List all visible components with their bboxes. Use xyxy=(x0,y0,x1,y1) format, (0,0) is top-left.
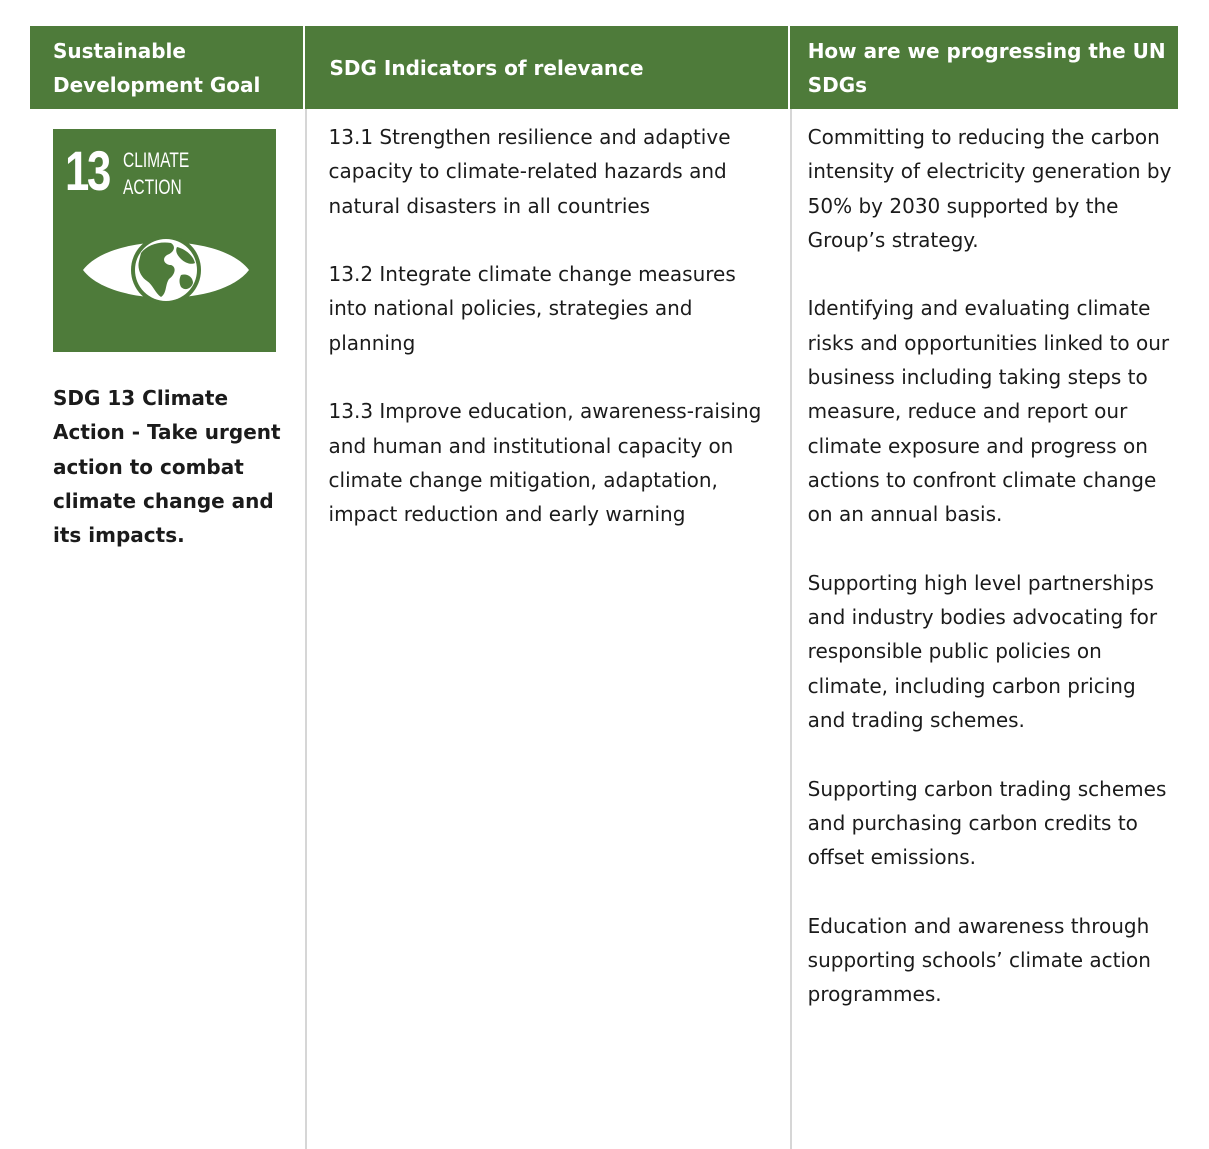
progress-item: Identifying and evaluating climate risks and opportunities linked to our business including taking steps to measure, reduce and report our climate exposure and progress on actions to confront climate change on an annual basis. xyxy=(807,296,1170,527)
header-progress xyxy=(790,26,1178,109)
sdg-13-tile xyxy=(53,129,276,352)
progress-list xyxy=(808,120,1178,1012)
table-body-row xyxy=(30,109,1178,1149)
progress-item: Education and awareness through supporting schools’ climate action programmes. xyxy=(807,913,1151,1007)
goal-description: SDG 13 Climate Action - Take urgent action to combat climate change and its impacts. xyxy=(53,386,281,548)
indicators-list xyxy=(329,120,779,532)
progress-column xyxy=(790,109,1178,1149)
sdg-tile-number: 13 xyxy=(65,139,109,202)
progress-item: Supporting carbon trading schemes and purchasing carbon credits to offset emissions. xyxy=(807,776,1167,870)
indicator-item: 13.1 Strengthen resilience and adaptive capacity to climate-related hazards and natural disasters in all countries xyxy=(328,125,731,218)
progress-item: Committing to reducing the carbon intensity of electricity generation by 50% by 2030 supported by the Group’s strategy. xyxy=(807,125,1172,252)
header-progress-label: How are we progressing the UN SDGs xyxy=(807,38,1166,97)
eye-globe-icon xyxy=(81,225,251,315)
progress-item: Supporting high level partnerships and industry bodies advocating for responsible public policies on climate, including carbon pricing and trading schemes. xyxy=(807,570,1158,733)
goal-column xyxy=(30,109,303,1149)
indicators-column xyxy=(305,109,788,1149)
table-header-row xyxy=(30,26,1178,109)
header-indicators-label: SDG Indicators of relevance xyxy=(329,55,644,80)
header-goal-label: Sustainable Development Goal xyxy=(53,38,261,97)
indicator-item: 13.2 Integrate climate change measures into national policies, strategies and planning xyxy=(328,262,736,355)
sdg-tile-title: CLIMATE ACTION xyxy=(123,149,190,199)
sdg-table xyxy=(30,26,1178,1149)
header-indicators xyxy=(305,26,788,109)
header-goal xyxy=(30,26,303,109)
indicator-item: 13.3 Improve education, awareness-raising and human and institutional capacity on climate change mitigation, adaptation, impact reduction and early warning xyxy=(328,399,762,527)
